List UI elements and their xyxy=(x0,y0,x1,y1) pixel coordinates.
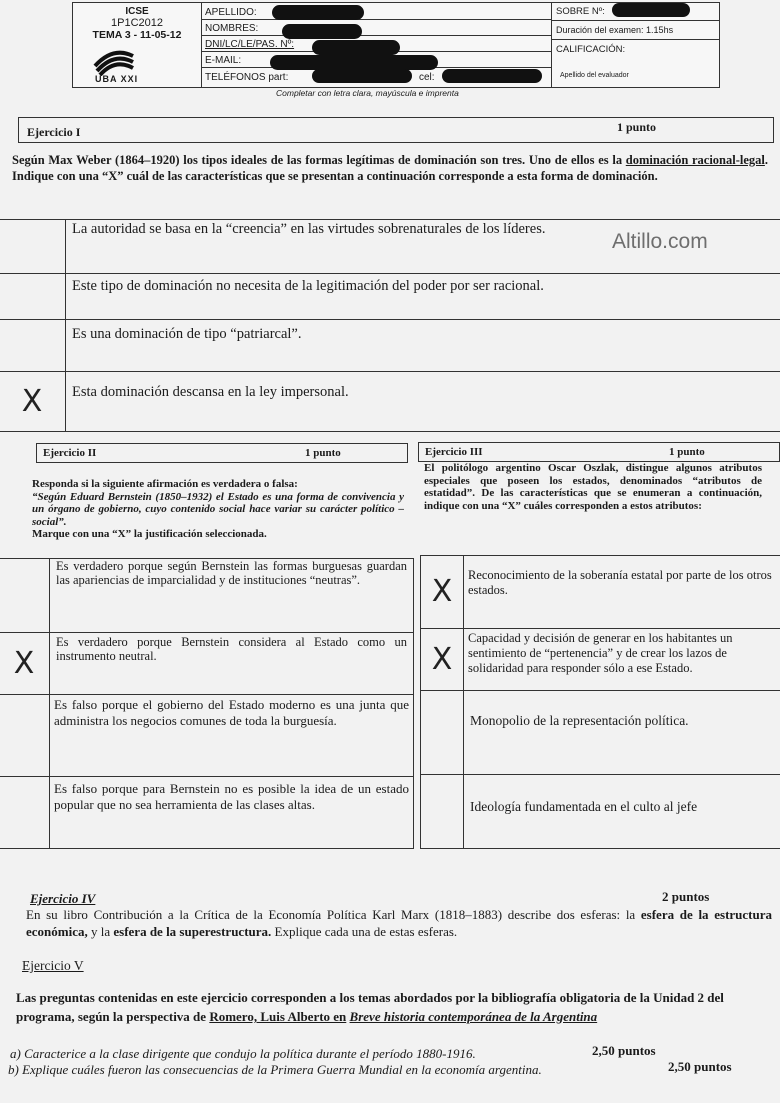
duration-label: Duración del examen: 1.15hs xyxy=(556,25,674,35)
answer-box[interactable] xyxy=(421,775,464,849)
answer-box[interactable] xyxy=(421,629,464,691)
ej3-title-box xyxy=(418,442,780,462)
redaction xyxy=(442,69,542,83)
ej5-intro: Las preguntas contenidas en este ejercicio corresponden a los temas abordados por la bibliografía obligatoria de la Unidad 2 del programa, según la perspectiva de Romero, Luis Alberto en Breve historia contemporánea de la Argentina xyxy=(16,990,724,1024)
field-label: TELÉFONOS part: xyxy=(205,72,289,83)
answer-box[interactable] xyxy=(421,556,464,629)
watermark: Altillo.com xyxy=(612,230,708,253)
option-text: Es verdadero porque Bernstein considera al Estado como un instrumento neutral. xyxy=(50,633,414,695)
ej3-points: 1 punto xyxy=(669,446,705,458)
field-label: E-MAIL: xyxy=(205,55,242,66)
ej3-title: Ejercicio III xyxy=(425,446,483,458)
answer-box[interactable] xyxy=(0,695,50,777)
option-text: Es falso porque para Bernstein no es posible la idea de un estado popular que no sea herramienta de las clases altas. xyxy=(50,777,414,849)
ej1-title-box xyxy=(18,117,774,143)
field-apellido xyxy=(201,3,551,20)
ej1-title: Ejercicio I xyxy=(27,125,81,139)
option-text: Es falso porque el gobierno del Estado moderno es una junta que administra los negocios comunes de toda la burguesía. xyxy=(50,695,414,777)
header-instruction: Completar con letra clara, mayúscula e imprenta xyxy=(276,88,459,98)
option-text: La autoridad se basa en la “creencia” en las virtudes sobrenaturales de los líderes. xyxy=(66,220,780,274)
answer-box[interactable] xyxy=(421,691,464,775)
answer-box[interactable] xyxy=(0,220,66,274)
table-row xyxy=(421,691,780,775)
exam-code: ICSE xyxy=(125,6,149,17)
item-points: 2,50 puntos xyxy=(592,1043,656,1058)
ej3-options-table xyxy=(420,555,780,849)
ej5-title: Ejercicio V xyxy=(22,958,84,973)
redaction xyxy=(282,24,362,39)
answer-box[interactable] xyxy=(0,320,66,372)
table-row xyxy=(0,633,414,695)
answer-box[interactable] xyxy=(0,559,50,633)
ej2-title-box xyxy=(36,443,408,463)
table-row xyxy=(0,559,414,633)
ej2-options-table xyxy=(0,558,414,849)
field-label: APELLIDO: xyxy=(205,7,257,18)
tema-label: TEMA 3 - 11-05-12 xyxy=(92,29,182,41)
exam-code-block xyxy=(73,3,202,87)
ej4-title: Ejercicio IV xyxy=(30,891,96,906)
evaluador-label: Apellido del evaluador xyxy=(560,72,629,79)
ej2-title: Ejercicio II xyxy=(43,447,97,459)
answer-box[interactable] xyxy=(0,274,66,320)
logo-text: UBA XXI xyxy=(95,74,139,84)
field-nombres xyxy=(201,19,551,36)
calificacion-label: CALIFICACIÓN: xyxy=(556,44,626,55)
option-text: Este tipo de dominación no necesita de la legitimación del poder por ser racional. xyxy=(66,274,780,320)
answer-box[interactable] xyxy=(0,372,66,432)
table-row xyxy=(421,629,780,691)
ej1-question: Según Max Weber (1864–1920) los tipos ideales de las formas legítimas de dominación son tres. Uno de ellos es la dominación racional-legal. Indique con una “X” cuál de las características que se presentan a continuación corresponde a esta forma de dominación. xyxy=(12,153,768,183)
table-row xyxy=(0,372,780,432)
redaction xyxy=(272,5,364,20)
option-text: Ideología fundamentada en el culto al jefe xyxy=(464,775,780,849)
ej1-points: 1 punto xyxy=(617,120,657,134)
table-row xyxy=(0,274,780,320)
answer-box[interactable] xyxy=(0,633,50,695)
x-mark: X xyxy=(431,574,453,609)
table-row xyxy=(0,777,414,849)
x-mark: X xyxy=(13,645,35,681)
table-row xyxy=(0,695,414,777)
x-mark: X xyxy=(431,641,453,677)
table-row xyxy=(421,775,780,849)
option-text: Es una dominación de tipo “patriarcal”. xyxy=(66,320,780,372)
option-text: Monopolio de la representación política. xyxy=(464,691,780,775)
table-row xyxy=(421,556,780,629)
redaction xyxy=(270,55,438,70)
option-text: Esta dominación descansa en la ley impersonal. xyxy=(66,372,780,432)
uba-logo xyxy=(93,44,135,76)
field-label: NOMBRES: xyxy=(205,23,259,34)
ej2-question: Responda si la siguiente afirmación es verdadera o falsa: “Según Eduard Bernstein (1850–1932) el Estado es una forma de convivencia y un órgano de gobierno, cuyo contenido social hace variar su carácter político – social”. Marque con una “X” la justificación seleccionada. xyxy=(32,478,404,540)
option-text: Es verdadero porque según Bernstein las formas burguesas guardan las apariencias de imparcialidad y de instituciones “neutras”. xyxy=(50,559,414,633)
ej5-item-a: a) Caracterice a la clase dirigente que condujo la política durante el período 1880-1916. 2,50 puntos xyxy=(10,1043,656,1061)
exam-code: 1P1C2012 xyxy=(111,17,163,29)
ej2-points: 1 punto xyxy=(305,447,341,459)
sobre-label: SOBRE Nº: xyxy=(556,6,605,17)
redaction xyxy=(612,3,690,17)
field-label: cel: xyxy=(419,72,435,83)
ej5-item-b: b) Explique cuáles fueron las consecuencias de la Primera Guerra Mundial en la economía argentina. 2,50 puntos xyxy=(8,1059,732,1077)
option-text: Reconocimiento de la soberanía estatal por parte de los otros estados. xyxy=(464,556,780,629)
ej4-question: En su libro Contribución a la Crítica de la Economía Política Karl Marx (1818–1883) describe dos esferas: la esfera de la estructura económica, y la esfera de la superestructura. Explique cada una de estas esferas. xyxy=(26,907,773,939)
redaction xyxy=(312,40,400,55)
table-row xyxy=(0,320,780,372)
ej3-question: El politólogo argentino Oscar Oszlak, distingue algunos atributos especiales que poseen los estados, denominados “atributos de estatidad”. De las características que se enumeran a continuación, indique con una “X” cuáles corresponden a estos atributos: xyxy=(424,462,762,512)
redaction xyxy=(312,69,412,83)
field-label: DNI/LC/LE/PAS. Nº: xyxy=(205,39,295,50)
option-text: Capacidad y decisión de generar en los habitantes un sentimiento de “pertenencia” y de crear los lazos de solidaridad para responder sólo a ese Estado. xyxy=(464,629,780,691)
item-points: 2,50 puntos xyxy=(668,1059,732,1074)
ej4-points: 2 puntos xyxy=(662,889,710,904)
answer-box[interactable] xyxy=(0,777,50,849)
x-mark: X xyxy=(21,383,43,419)
